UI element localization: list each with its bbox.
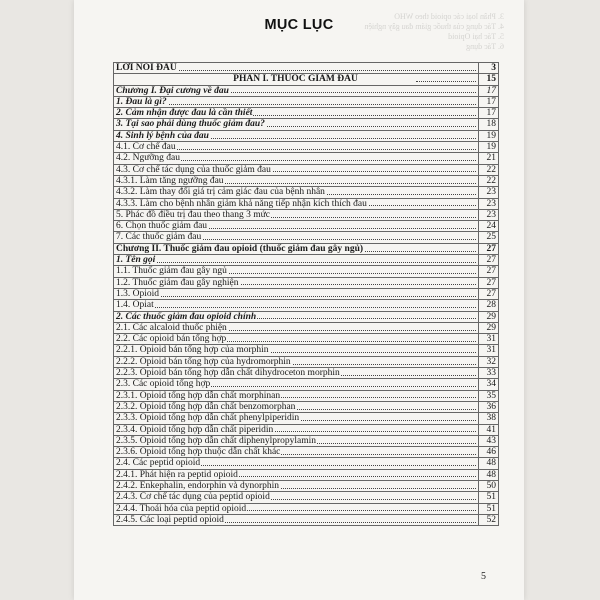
toc-entry [114, 221, 479, 232]
toc-row [114, 390, 499, 401]
toc-entry-label: 2.4.4. Thoái hóa của peptid opioid [116, 503, 247, 514]
toc-entry-label: LỜI NÓI ĐẦU [116, 63, 177, 73]
toc-page-number: 29 [479, 311, 499, 322]
toc-row [114, 300, 499, 311]
toc-entry [114, 300, 479, 311]
toc-row [114, 492, 499, 503]
toc-table [113, 62, 499, 526]
toc-page-number: 29 [479, 322, 499, 333]
toc-entry [114, 480, 479, 491]
toc-entry-label: 2.4.2. Enkephalin, endorphin và dynorphin [116, 480, 280, 491]
toc-row [114, 198, 499, 209]
toc-entry-label: 1. Đau là gì? [116, 96, 167, 107]
toc-page-number: 22 [479, 175, 499, 186]
page-title: MỤC LỤC [264, 17, 334, 33]
toc-row [114, 435, 499, 446]
toc-row [114, 175, 499, 186]
toc-entry-label: 7. Các thuốc giảm đau [116, 232, 202, 243]
toc-entry-label: 2.3.4. Opioid tổng hợp dẫn chất piperidin [116, 424, 274, 435]
toc-entry [114, 379, 479, 390]
page-number: 5 [481, 571, 486, 582]
toc-entry-label: 2.4.5. Các loại peptid opioid [116, 514, 224, 525]
toc-page-number: 23 [479, 198, 499, 209]
toc-page-number: 27 [479, 288, 499, 299]
toc-page-number: 43 [479, 435, 499, 446]
toc-row [114, 85, 499, 96]
toc-page-number: 17 [479, 96, 499, 107]
toc-page-number: 32 [479, 356, 499, 367]
toc-row [114, 108, 499, 119]
toc-entry-label: 6. Chọn thuốc giảm đau [116, 221, 208, 232]
toc-entry [114, 108, 479, 119]
toc-row [114, 334, 499, 345]
toc-row [114, 232, 499, 243]
toc-entry [114, 288, 479, 299]
toc-row [114, 164, 499, 175]
toc-page-number: 3 [479, 63, 499, 74]
toc-row [114, 255, 499, 266]
toc-entry [114, 164, 479, 175]
toc-entry [114, 458, 479, 469]
toc-page-number: 25 [479, 232, 499, 243]
toc-row [114, 322, 499, 333]
toc-entry-label: 2.2.3. Opioid bán tổng hợp dẫn chất dihydroceton morphin [116, 368, 340, 379]
toc-page-number: 22 [479, 164, 499, 175]
toc-page-number: 48 [479, 469, 499, 480]
toc-page-number: 33 [479, 368, 499, 379]
toc-page-number: 46 [479, 447, 499, 458]
toc-entry-label: PHẦN I. THUỐC GIẢM ĐAU [233, 74, 358, 85]
toc-entry [114, 142, 479, 153]
toc-page-number: 51 [479, 492, 499, 503]
toc-entry [114, 153, 479, 164]
toc-row [114, 277, 499, 288]
toc-entry [114, 198, 479, 209]
toc-row [114, 458, 499, 469]
toc-row [114, 356, 499, 367]
toc-entry [114, 435, 479, 446]
toc-row [114, 401, 499, 412]
toc-row [114, 209, 499, 220]
toc-entry-label: 1. Tên gọi [116, 255, 156, 266]
toc-entry [114, 413, 479, 424]
toc-entry [114, 119, 479, 130]
document-page [74, 0, 524, 600]
toc-entry [114, 209, 479, 220]
toc-entry-label: 2. Cảm nhận được đau là cần thiết [116, 108, 253, 119]
toc-page-number: 36 [479, 401, 499, 412]
toc-entry [114, 401, 479, 412]
toc-page-number: 21 [479, 153, 499, 164]
toc-entry [114, 232, 479, 243]
toc-entry [114, 63, 479, 74]
toc-entry-label: 2.3.2. Opioid tổng hợp dẫn chất benzomorphan [116, 401, 296, 412]
toc-page-number: 48 [479, 458, 499, 469]
toc-entry-label: 2.3.1. Opioid tổng hợp dẫn chất morphinan [116, 390, 281, 401]
toc-entry-label: 2.4. Các peptid opioid [116, 458, 201, 469]
toc-entry [114, 424, 479, 435]
toc-row [114, 96, 499, 107]
toc-entry-label: 1.3. Opioid [116, 288, 160, 299]
toc-row [114, 266, 499, 277]
toc-entry [114, 243, 479, 254]
toc-page-number: 27 [479, 266, 499, 277]
toc-entry [114, 74, 479, 85]
toc-entry-label: 1.2. Thuốc giảm đau gây nghiện [116, 277, 239, 288]
toc-entry-label: 4.3.2. Làm thay đổi giá trị cảm giác đau của bệnh nhân [116, 187, 325, 198]
toc-entry-label: 3. Tại sao phải dùng thuốc giảm đau? [116, 119, 265, 130]
toc-row [114, 74, 499, 85]
toc-row [114, 130, 499, 141]
toc-row [114, 119, 499, 130]
toc-entry-label: 1.4. Opiat [116, 300, 154, 311]
toc-entry-label: 2.2.2. Opioid bán tổng hợp của hydromorphin [116, 356, 291, 367]
toc-entry [114, 469, 479, 480]
toc-entry-label: 2.4.3. Cơ chế tác dụng của peptid opioid [116, 492, 270, 503]
toc-page-number: 19 [479, 130, 499, 141]
toc-page-number: 27 [479, 277, 499, 288]
bleed-through-text: 3. Phân loại các opioid theo WHO 4. Tác dụng của thuốc giảm đau gây nghiện 5. Tác hại Opioid 6. Tác dụng [364, 12, 504, 51]
toc-entry [114, 187, 479, 198]
toc-row [114, 221, 499, 232]
toc-entry-label: 2.3.3. Opioid tổng hợp dẫn chất phenylpiperidin [116, 413, 300, 424]
toc-page-number: 31 [479, 345, 499, 356]
toc-entry [114, 390, 479, 401]
toc-entry [114, 96, 479, 107]
toc-page-number: 23 [479, 187, 499, 198]
toc-entry [114, 322, 479, 333]
toc-entry-label: Chương II. Thuốc giảm đau opioid (thuốc giảm đau gây ngủ) [116, 243, 364, 254]
toc-row [114, 469, 499, 480]
toc-row [114, 447, 499, 458]
toc-entry-label: 5. Phác đồ điều trị đau theo thang 3 mức [116, 209, 270, 220]
toc-entry-label: 2.4.1. Phát hiện ra peptid opioid [116, 469, 238, 480]
toc-page-number: 31 [479, 334, 499, 345]
toc-row [114, 480, 499, 491]
toc-row [114, 413, 499, 424]
toc-row [114, 311, 499, 322]
toc-entry [114, 130, 479, 141]
toc-row [114, 63, 499, 74]
toc-page-number: 23 [479, 209, 499, 220]
toc-row [114, 514, 499, 525]
toc-entry-label: 4. Sinh lý bệnh của đau [116, 130, 209, 141]
toc-page-number: 28 [479, 300, 499, 311]
toc-entry [114, 514, 479, 525]
toc-page-number: 19 [479, 142, 499, 153]
toc-entry-label: 2.2. Các opioid bán tổng hợp [116, 334, 227, 345]
toc-entry [114, 503, 479, 514]
toc-page-number: 41 [479, 424, 499, 435]
toc-entry-label: 2.3.5. Opioid tổng hợp dẫn chất diphenylpropylamin [116, 435, 317, 446]
toc-entry-label: Chương I. Đại cương về đau [116, 85, 229, 96]
toc-page-number: 27 [479, 255, 499, 266]
toc-row [114, 187, 499, 198]
toc-entry-label: 2.3. Các opioid tổng hợp [116, 379, 211, 390]
toc-row [114, 345, 499, 356]
toc-page-number: 35 [479, 390, 499, 401]
toc-entry [114, 311, 479, 322]
toc-page-number: 38 [479, 413, 499, 424]
toc-page-number: 27 [479, 243, 499, 254]
toc-entry [114, 356, 479, 367]
toc-entry-label: 2. Các thuốc giảm đau opioid chính [116, 311, 257, 322]
toc-row [114, 424, 499, 435]
toc-entry-label: 4.3.1. Làm tăng ngưỡng đau [116, 175, 224, 186]
toc-page-number: 24 [479, 221, 499, 232]
toc-entry [114, 368, 479, 379]
toc-page-number: 52 [479, 514, 499, 525]
toc-entry-label: 4.1. Cơ chế đau [116, 142, 176, 153]
toc-page-number: 51 [479, 503, 499, 514]
toc-entry-label: 2.1. Các alcaloid thuốc phiện [116, 322, 227, 333]
toc-entry-label: 1.1. Thuốc giảm đau gây ngủ [116, 266, 227, 277]
toc-entry-label: 4.3. Cơ chế tác dụng của thuốc giảm đau [116, 164, 271, 175]
toc-row [114, 142, 499, 153]
toc-row [114, 153, 499, 164]
toc-page-number: 50 [479, 480, 499, 491]
toc-row [114, 243, 499, 254]
toc-entry [114, 277, 479, 288]
toc-entry [114, 255, 479, 266]
toc-entry-label: 4.3.3. Làm cho bệnh nhân giảm khả năng tiếp nhận kích thích đau [116, 198, 367, 209]
toc-page-number: 18 [479, 119, 499, 130]
toc-entry [114, 447, 479, 458]
toc-entry [114, 175, 479, 186]
toc-page-number: 34 [479, 379, 499, 390]
toc-entry-label: 2.3.6. Opioid tổng hợp thuộc dẫn chất khác [116, 447, 281, 458]
toc-page-number: 15 [479, 74, 499, 85]
toc-row [114, 368, 499, 379]
toc-row [114, 379, 499, 390]
toc-entry-label: 4.2. Ngưỡng đau [116, 153, 180, 164]
toc-page-number: 17 [479, 108, 499, 119]
toc-page-number: 17 [479, 85, 499, 96]
toc-entry [114, 345, 479, 356]
toc-entry [114, 334, 479, 345]
toc-entry-label: 2.2.1. Opioid bán tổng hợp của morphin [116, 345, 269, 356]
toc-entry [114, 492, 479, 503]
toc-row [114, 503, 499, 514]
toc-entry [114, 85, 479, 96]
toc-entry [114, 266, 479, 277]
toc-row [114, 288, 499, 299]
